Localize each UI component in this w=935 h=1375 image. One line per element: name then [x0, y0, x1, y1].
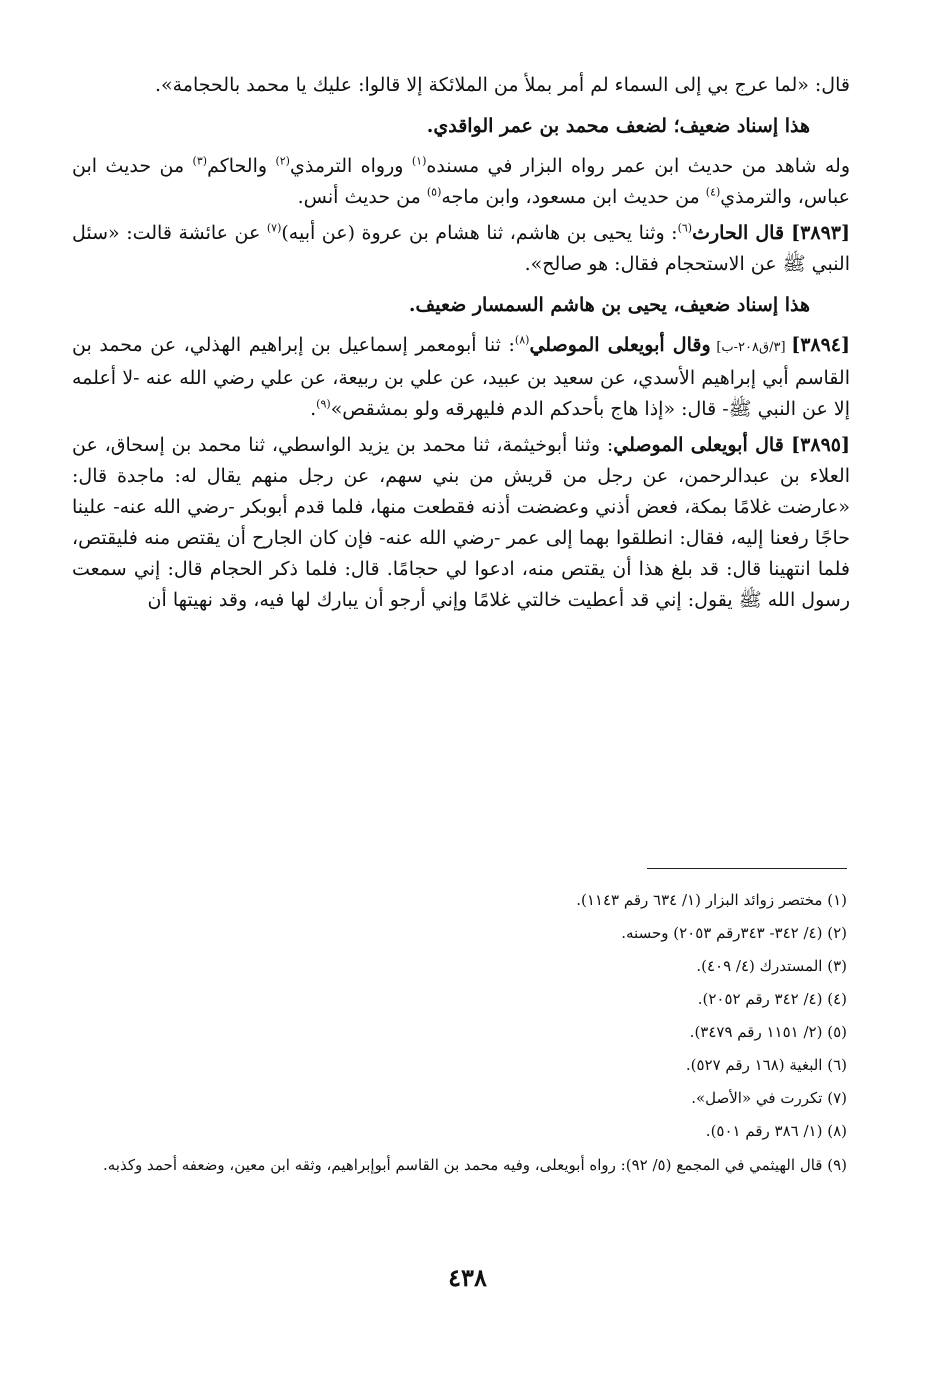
footnote-1: (١) مختصر زوائد البزار (١/ ٦٣٤ رقم ١١٤٣). [576, 891, 847, 909]
p3-text-5: من حديث ابن مسعود، وابن ماجه [441, 186, 706, 208]
footnote-5: (٥) (٢/ ١١٥١ رقم ٣٤٧٩). [689, 1023, 847, 1041]
footnote-ref-3: (٣) [192, 154, 208, 168]
footnote-2: (٢) (٤/ ٣٤٢- ٣٤٣رقم ٢٠٥٣) وحسنه. [621, 924, 847, 942]
footnote-separator [647, 868, 847, 869]
p7-heading: قال أبويعلى الموصلي [613, 434, 792, 456]
p4-heading: قال الحارث [692, 222, 792, 244]
p6-text-2: . [310, 398, 317, 420]
hadith-number-3894: [٣٨٩٤] [791, 334, 851, 356]
manuscript-reference: [٣/ق٢٠٨-ب] [710, 340, 792, 355]
footnote-3: (٣) المستدرك (٤/ ٤٠٩). [696, 957, 847, 975]
paragraph-1: قال: «لما عرج بي إلى السماء لم أمر بملأ من الملائكة إلا قالوا: عليك يا محمد بالحجامة». [154, 74, 850, 96]
p4-text-2: عن عائشة قالت: «سئل النبي ﷺ عن الاستحجام فقال: هو صالح». [72, 222, 850, 275]
paragraph-2-grading: هذا إسناد ضعيف؛ لضعف محمد بن عمر الواقدي. [426, 115, 810, 137]
paragraph-4 [72, 218, 850, 280]
p3-text-2: ورواه الترمذي [289, 155, 412, 177]
footnote-ref-6: (٦) [677, 221, 693, 235]
paragraph-7 [72, 430, 850, 616]
footnote-ref-8: (٨) [514, 333, 530, 347]
footnote-4: (٤) (٤/ ٣٤٢ رقم ٢٠٥٢). [697, 990, 847, 1008]
paragraph-5-grading: هذا إسناد ضعيف، يحيى بن هاشم السمسار ضعيف. [408, 294, 810, 316]
p7-text-1: : وثنا أبوخيثمة، ثنا محمد بن يزيد الواسطي، ثنا محمد بن إسحاق، عن العلاء بن عبدالرحمن، عن رجل من قريش من بني سهم، عن رجل منهم يقال له: ماجدة قال: «عارضت غلامًا بمكة، فعض أذني وعضضت أذنه فقطعت منها، فلما قدم أبوبكر -رضي الله عنه- علينا حاجًا رفعنا إليه، فقال: انطلقوا بهما إلى عمر -رضي الله عنه- فإن كان الجارح أن يقتص منه فليقتص، فلما انتهينا قال: قد بلغ هذا أن يقتص منه، ادعوا لي حجامًا. قال: فلما ذكر الحجام قال: إني سمعت رسول الله ﷺ يقول: إني قد أعطيت خالتي غلامًا وإني أرجو أن يبارك لها فيه، وقد نهيتها أن [72, 434, 850, 611]
page-number: ٤٣٨ [448, 1263, 487, 1292]
hadith-number-3893: [٣٨٩٣] [791, 222, 850, 244]
p6-text-1: : ثنا أبومعمر إسماعيل بن إبراهيم الهذلي، عن محمد بن القاسم أبي إبراهيم الأسدي، عن سعيد بن عبيد، عن علي بن ربيعة، عن علي رضي الله عنه -لا أعلمه إلا عن النبي ﷺ- قال: «إذا هاج بأحدكم الدم فليهرقه ولو بمشقص» [72, 334, 850, 420]
hadith-number-3895: [٣٨٩٥] [791, 434, 850, 456]
footnote-ref-2: (٢) [275, 154, 290, 168]
p3-text-6: من حديث أنس. [297, 186, 427, 208]
p4-text-1: : وثنا يحيى بن هاشم، ثنا هشام بن عروة (عن أبيه) [281, 222, 678, 244]
footnotes [72, 884, 847, 1178]
p6-heading: وقال أبويعلى الموصلي [529, 334, 711, 356]
footnote-ref-7: (٧) [266, 221, 282, 235]
footnote-6: (٦) البغية (١٦٨ رقم ٥٢٧). [685, 1056, 847, 1074]
footnote-ref-4: (٤) [705, 185, 721, 199]
p3-text-3: والحاكم [207, 155, 276, 177]
p3-text-4: من حديث ابن عباس، والترمذي [72, 155, 850, 208]
footnote-7: (٧) تكررت في «الأصل». [691, 1089, 847, 1107]
footnote-ref-9: (٩) [316, 397, 331, 411]
p3-text-1: وله شاهد من حديث ابن عمر رواه البزار في مسنده [426, 155, 850, 177]
footnote-8: (٨) (١/ ٣٨٦ رقم ٥٠١). [705, 1122, 847, 1140]
paragraph-6 [72, 330, 850, 425]
footnote-9: (٩) قال الهيثمي في المجمع (٥/ ٩٢): رواه أبويعلى، وفيه محمد بن القاسم أبوإبراهيم، وثقه ابن معين، وضعفه أحمد وكذبه. [102, 1156, 847, 1174]
paragraph-3 [72, 151, 850, 213]
footnote-ref-5: (٥) [426, 185, 442, 199]
main-text [72, 70, 850, 621]
footnote-ref-1: (١) [411, 154, 427, 168]
